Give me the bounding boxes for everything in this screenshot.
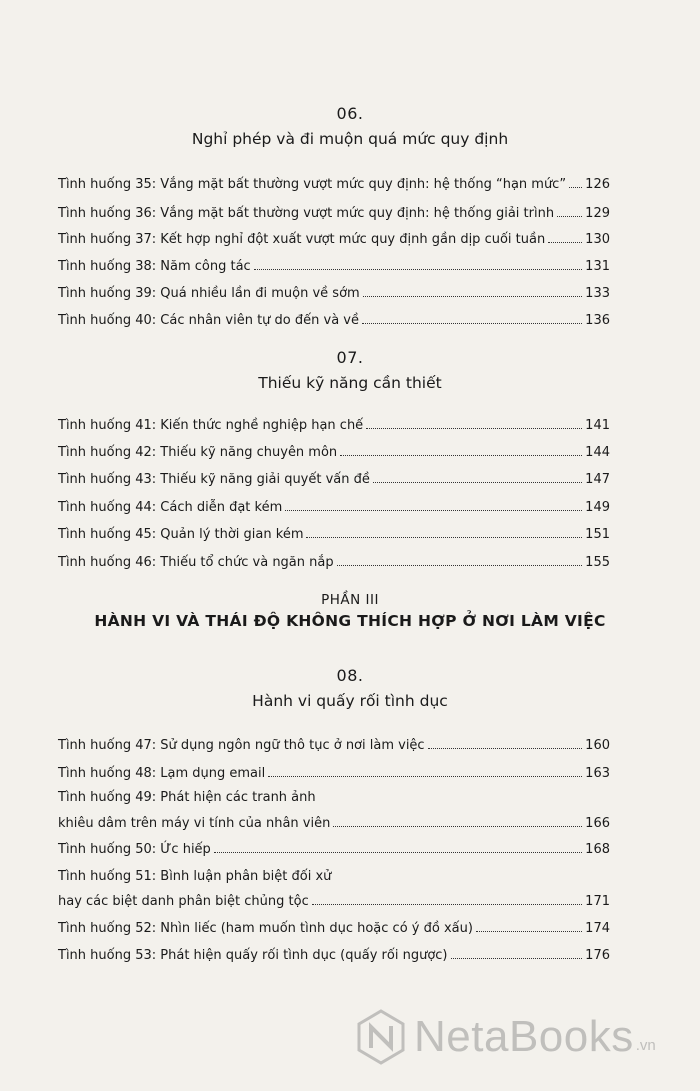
toc-entry[interactable] — [58, 204, 610, 222]
toc-entry[interactable] — [58, 311, 610, 329]
toc-entry[interactable] — [58, 553, 610, 571]
entry-title: Tình huống 44: Cách diễn đạt kém — [58, 500, 283, 515]
page-number: 144 — [585, 445, 610, 460]
entry-title: Tình huống 45: Quản lý thời gian kém — [58, 527, 304, 542]
toc-entry[interactable] — [58, 840, 610, 858]
entry-title: Tình huống 35: Vắng mặt bất thường vượt mức quy định: hệ thống “hạn mức” — [58, 177, 567, 192]
section-number: 08. — [336, 666, 364, 685]
toc-entry[interactable] — [58, 892, 610, 910]
dot-leader — [333, 814, 582, 827]
toc-entry[interactable] — [58, 175, 610, 193]
toc-entry[interactable] — [58, 416, 610, 434]
page-number: 131 — [585, 259, 610, 274]
toc-entry[interactable] — [58, 498, 610, 516]
netabooks-logo-icon — [356, 1009, 406, 1065]
page-number: 166 — [585, 816, 610, 831]
toc-entry[interactable] — [58, 814, 610, 832]
toc-entry[interactable] — [58, 525, 610, 543]
entry-title: Tình huống 40: Các nhân viên tự do đến và về — [58, 313, 359, 328]
entry-title: Tình huống 48: Lạm dụng email — [58, 766, 266, 781]
page-number: 126 — [585, 177, 610, 192]
dot-leader — [254, 257, 582, 270]
toc-entry[interactable] — [58, 230, 610, 248]
entry-title: Tình huống 46: Thiếu tổ chức và ngăn nắp — [58, 555, 334, 570]
dot-leader — [428, 736, 583, 749]
dot-leader — [268, 764, 582, 777]
page-number: 151 — [585, 527, 610, 542]
dot-leader — [451, 946, 583, 959]
toc-entry[interactable] — [58, 284, 610, 302]
entry-title: Tình huống 36: Vắng mặt bất thường vượt mức quy định: hệ thống giải trình — [58, 206, 555, 221]
dot-leader — [476, 919, 582, 932]
entry-title: Tình huống 41: Kiến thức nghề nghiệp hạn chế — [58, 418, 364, 433]
entry-title: Tình huống 42: Thiếu kỹ năng chuyên môn — [58, 445, 338, 460]
entry-title: Tình huống 47: Sử dụng ngôn ngữ thô tục ở nơi làm việc — [58, 738, 425, 753]
page-number: 174 — [585, 921, 610, 936]
page-number: 163 — [585, 766, 610, 781]
part-label: PHẦN III — [321, 592, 379, 608]
page-number: 129 — [585, 206, 610, 221]
page-number: 171 — [585, 894, 610, 909]
entry-title: Tình huống 38: Năm công tác — [58, 259, 251, 274]
section-title: Thiếu kỹ năng cần thiết — [258, 374, 442, 392]
entry-title-line1: Tình huống 51: Bình luận phân biệt đối xử — [58, 869, 332, 884]
dot-leader — [285, 498, 582, 511]
toc-entry[interactable] — [58, 946, 610, 964]
entry-title-line1: Tình huống 49: Phát hiện các tranh ảnh — [58, 790, 316, 805]
watermark-brand: NetaBooks — [414, 1012, 634, 1061]
dot-leader — [548, 230, 582, 243]
section-title: Nghỉ phép và đi muộn quá mức quy định — [191, 130, 509, 148]
toc-entry[interactable] — [58, 257, 610, 275]
dot-leader — [557, 204, 582, 217]
dot-leader — [366, 416, 582, 429]
watermark-suffix: .vn — [635, 1036, 656, 1054]
netabooks-watermark — [356, 1007, 686, 1067]
toc-entry[interactable] — [58, 764, 610, 782]
page-number: 133 — [585, 286, 610, 301]
section-title: Hành vi quấy rối tình dục — [252, 692, 448, 710]
page-number: 147 — [585, 472, 610, 487]
entry-title: khiêu dâm trên máy vi tính của nhân viên — [58, 816, 331, 831]
toc-entry[interactable] — [58, 470, 610, 488]
entry-title: Tình huống 43: Thiếu kỹ năng giải quyết vấn đề — [58, 472, 370, 487]
entry-title: Tình huống 53: Phát hiện quấy rối tình dục (quấy rối ngược) — [58, 948, 448, 963]
page-number: 130 — [585, 232, 610, 247]
page-number: 141 — [585, 418, 610, 433]
page-number: 155 — [585, 555, 610, 570]
entry-title: Tình huống 39: Quá nhiều lần đi muộn về sớm — [58, 286, 360, 301]
toc-entry[interactable] — [58, 443, 610, 461]
page-number: 136 — [585, 313, 610, 328]
section-number: 06. — [336, 104, 364, 123]
entry-title: Tình huống 50: Ức hiếp — [58, 842, 211, 857]
dot-leader — [362, 311, 582, 324]
section-number: 07. — [336, 348, 364, 367]
toc-entry[interactable] — [58, 919, 610, 937]
part-title: HÀNH VI VÀ THÁI ĐỘ KHÔNG THÍCH HỢP Ở NƠI LÀM VIỆC — [94, 612, 606, 630]
toc-entry[interactable] — [58, 736, 610, 754]
dot-leader — [214, 840, 582, 853]
dot-leader — [337, 553, 583, 566]
dot-leader — [569, 175, 582, 188]
page-number: 168 — [585, 842, 610, 857]
entry-title: Tình huống 37: Kết hợp nghỉ đột xuất vượt mức quy định gần dịp cuối tuần — [58, 232, 546, 247]
page-number: 160 — [585, 738, 610, 753]
dot-leader — [306, 525, 582, 538]
page-number: 176 — [585, 948, 610, 963]
entry-title: Tình huống 52: Nhìn liếc (ham muốn tình dục hoặc có ý đồ xấu) — [58, 921, 473, 936]
dot-leader — [340, 443, 582, 456]
page-number: 149 — [585, 500, 610, 515]
dot-leader — [373, 470, 582, 483]
dot-leader — [363, 284, 582, 297]
dot-leader — [312, 892, 582, 905]
entry-title: hay các biệt danh phân biệt chủng tộc — [58, 894, 309, 909]
